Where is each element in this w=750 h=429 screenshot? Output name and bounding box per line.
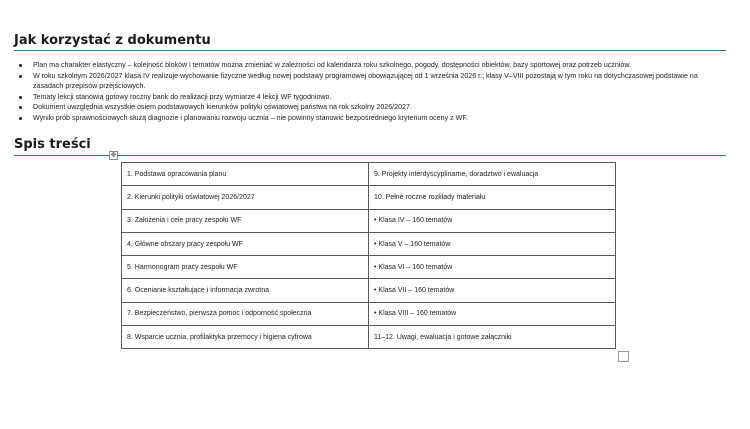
list-item-text: Wyniki prób sprawnościowych służą diagnozie i planowaniu rozwoju ucznia – nie powinny stanowić bezpośredniego kryterium oceny z WF. <box>33 113 468 122</box>
list-item-text: Plan ma charakter elastyczny – kolejność bloków i tematów można zmieniać w zależności od kalendarza roku szkolnego, pogody, dostępności obiektów, bazy sportowej oraz potrzeb uczniów. <box>33 61 632 69</box>
table-row <box>122 279 616 302</box>
toc-entry[interactable]: 6. Ocenianie kształtujące i informacja zwrotna <box>122 279 369 302</box>
toc-entry[interactable]: • Klasa V – 160 tematów <box>369 232 616 255</box>
table-row <box>122 256 616 279</box>
list-item <box>18 113 728 124</box>
section-divider <box>14 155 726 156</box>
toc-entry[interactable]: • Klasa VII – 160 tematów <box>369 279 616 302</box>
list-item-text: W roku szkolnym 2026/2027 klasa IV realizuje wychowanie fizyczne według nowej podstawy programowej obowiązującej od 1 września 2026 r.; klasy V–VIII pozostają w tym roku na dotychczasowej podstawie na zasadach przepisów przejściowych. <box>33 71 698 90</box>
table-resize-handle-icon[interactable] <box>618 351 629 362</box>
list-item <box>18 102 728 113</box>
list-item-text: Tematy lekcji stanowią gotowy roczny bank do realizacji przy wymiarze 4 lekcji WF tygodniowo. <box>33 92 332 101</box>
table-row <box>122 326 616 349</box>
bullet-icon <box>19 75 22 78</box>
toc-entry[interactable]: 3. Założenia i cele pracy zespołu WF <box>122 209 369 232</box>
toc-entry[interactable]: 1. Podstawa opracowania planu <box>122 163 369 186</box>
table-move-handle-icon[interactable]: ✥ <box>110 151 117 159</box>
list-item <box>18 71 728 92</box>
toc-entry[interactable]: 5. Harmonogram pracy zespołu WF <box>122 256 369 279</box>
toc-entry[interactable]: 4. Główne obszary pracy zespołu WF <box>122 232 369 255</box>
toc-entry[interactable]: 8. Wsparcie ucznia, profilaktyka przemocy i higiena cyfrowa <box>122 326 369 349</box>
toc-entry[interactable]: 2. Kierunki polityki oświatowej 2026/2027 <box>122 186 369 209</box>
table-of-contents <box>121 162 616 349</box>
toc-entry[interactable]: • Klasa IV – 160 tematów <box>369 209 616 232</box>
bullet-icon <box>19 106 22 109</box>
table-row <box>122 163 616 186</box>
toc-entry[interactable]: 7. Bezpieczeństwo, pierwsza pomoc i odporność społeczna <box>122 302 369 325</box>
usage-bullet-list <box>18 60 728 123</box>
list-item <box>18 92 728 103</box>
toc-entry[interactable]: • Klasa VIII – 160 tematów <box>369 302 616 325</box>
table-row <box>122 186 616 209</box>
section-divider <box>14 50 726 51</box>
toc-entry[interactable]: 11–12. Uwagi, ewaluacja i gotowe załączniki <box>369 326 616 349</box>
section-title-how-to-use: Jak korzystać z dokumentu <box>14 33 211 48</box>
toc-entry[interactable]: 10. Pełne roczne rozkłady materiału <box>369 186 616 209</box>
bullet-icon <box>19 64 22 67</box>
table-row <box>122 232 616 255</box>
section-title-table-of-contents: Spis treści <box>14 137 91 152</box>
toc-entry[interactable]: 9. Projekty interdyscyplinarne, doradztwo i ewaluacja <box>369 163 616 186</box>
list-item-text: Dokument uwzględnia wszystkie osiem podstawowych kierunków polityki oświatowej państwa na rok szkolny 2026/2027. <box>33 103 412 111</box>
table-row <box>122 302 616 325</box>
table-row <box>122 209 616 232</box>
toc-entry[interactable]: • Klasa VI – 160 tematów <box>369 256 616 279</box>
bullet-icon <box>19 117 22 120</box>
bullet-icon <box>19 96 22 99</box>
list-item <box>18 60 728 71</box>
